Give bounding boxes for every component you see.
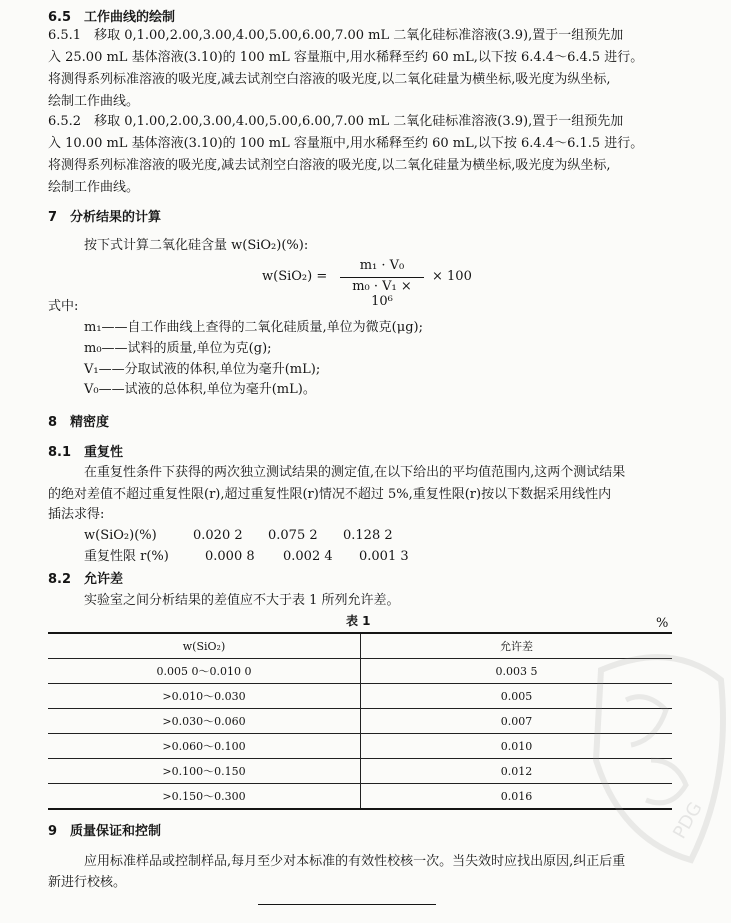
var-m0: m₀——试料的质量,单位为克(g); bbox=[84, 341, 272, 356]
formula-fraction-bar bbox=[340, 277, 424, 278]
repeat-row2-v1: 0.000 8 bbox=[205, 549, 255, 564]
section-8-2-heading: 8.2 允许差 bbox=[48, 572, 124, 587]
para-6-5-2-line2: 入 10.00 mL 基体溶液(3.10)的 100 mL 容量瓶中,用水稀释至约 60 mL,以下按 6.4.4～6.1.5 进行。 bbox=[48, 136, 644, 151]
table-cell-tolerance: 0.010 bbox=[361, 734, 673, 759]
para-6-5-1-line3: 将测得系列标准溶液的吸光度,减去试剂空白溶液的吸光度,以二氧化硅量为横坐标,吸光度为纵坐标, bbox=[48, 72, 611, 87]
var-v1: V₁——分取试液的体积,单位为毫升(mL); bbox=[84, 362, 321, 377]
repeat-row2-label: 重复性限 r(%) bbox=[84, 549, 169, 564]
para-6-5-1-line1: 6.5.1 移取 0,1.00,2.00,3.00,4.00,5.00,6.00,7.00 mL 二氧化硅标准溶液(3.9),置于一组预先加 bbox=[48, 28, 624, 43]
formula-lhs: w(SiO₂) = bbox=[262, 269, 328, 284]
para-8-1-line3: 插法求得: bbox=[48, 507, 105, 522]
table-header-row bbox=[48, 633, 672, 659]
para-6-5-2-line3: 将测得系列标准溶液的吸光度,减去试剂空白溶液的吸光度,以二氧化硅量为横坐标,吸光度为纵坐标, bbox=[48, 158, 611, 173]
table-row bbox=[48, 734, 672, 759]
watermark-seal bbox=[581, 640, 731, 870]
table-row bbox=[48, 709, 672, 734]
table-cell-tolerance: 0.012 bbox=[361, 759, 673, 784]
table-cell-tolerance: 0.003 5 bbox=[361, 659, 673, 684]
para-6-5-2-line4: 绘制工作曲线。 bbox=[48, 180, 140, 195]
table-cell-range: >0.010～0.030 bbox=[48, 684, 361, 709]
repeat-row1-v1: 0.020 2 bbox=[193, 528, 243, 543]
var-v0: V₀——试液的总体积,单位为毫升(mL)。 bbox=[84, 382, 316, 397]
section-7-heading: 7 分析结果的计算 bbox=[48, 210, 162, 225]
repeat-row1-v2: 0.075 2 bbox=[268, 528, 318, 543]
formula-denominator: m₀ · V₁ × 10⁶ bbox=[352, 279, 412, 309]
where-label: 式中: bbox=[48, 299, 79, 314]
watermark-text: PDG bbox=[669, 798, 707, 843]
table-cell-range: 0.005 0～0.010 0 bbox=[48, 659, 361, 684]
table-header-wsio2: w(SiO₂) bbox=[48, 633, 361, 659]
footer-rule bbox=[258, 904, 436, 905]
formula-numerator: m₁ · V₀ bbox=[359, 258, 405, 273]
table-cell-tolerance: 0.007 bbox=[361, 709, 673, 734]
table-cell-range: >0.060～0.100 bbox=[48, 734, 361, 759]
table-cell-tolerance: 0.016 bbox=[361, 784, 673, 810]
table-row bbox=[48, 659, 672, 684]
table-row bbox=[48, 784, 672, 810]
table-row bbox=[48, 759, 672, 784]
para-9-line2: 新进行校核。 bbox=[48, 875, 127, 890]
table-unit: % bbox=[656, 616, 669, 631]
para-9-line1: 应用标准样品或控制样品,每月至少对本标准的有效性校核一次。当失效时应找出原因,纠正后重 bbox=[84, 854, 626, 869]
table-title: 表 1 bbox=[346, 614, 371, 628]
section-8-1-heading: 8.1 重复性 bbox=[48, 445, 124, 460]
para-8-1-line2: 的绝对差值不超过重复性限(r),超过重复性限(r)情况不超过 5%,重复性限(r)按以下数据采用线性内 bbox=[48, 487, 612, 502]
section-6-5-heading: 6.5 工作曲线的绘制 bbox=[48, 10, 176, 25]
para-8-1-line1: 在重复性条件下获得的两次独立测试结果的测定值,在以下给出的平均值范围内,这两个测试结果 bbox=[84, 465, 626, 480]
para-6-5-1-line4: 绘制工作曲线。 bbox=[48, 94, 140, 109]
table-cell-tolerance: 0.005 bbox=[361, 684, 673, 709]
formula-rhs: × 100 bbox=[432, 269, 472, 284]
repeat-row1-label: w(SiO₂)(%) bbox=[84, 528, 157, 543]
section-9-heading: 9 质量保证和控制 bbox=[48, 824, 162, 839]
repeat-row2-v2: 0.002 4 bbox=[283, 549, 333, 564]
table-cell-range: >0.150～0.300 bbox=[48, 784, 361, 810]
table-header-tolerance: 允许差 bbox=[361, 633, 673, 659]
section-8-heading: 8 精密度 bbox=[48, 415, 110, 430]
table-cell-range: >0.100～0.150 bbox=[48, 759, 361, 784]
para-6-5-1-line2: 入 25.00 mL 基体溶液(3.10)的 100 mL 容量瓶中,用水稀释至约 60 mL,以下按 6.4.4～6.4.5 进行。 bbox=[48, 50, 644, 65]
calc-intro: 按下式计算二氧化硅含量 w(SiO₂)(%): bbox=[84, 238, 309, 253]
para-6-5-2-line1: 6.5.2 移取 0,1.00,2.00,3.00,4.00,5.00,6.00,7.00 mL 二氧化硅标准溶液(3.9),置于一组预先加 bbox=[48, 114, 624, 129]
table-row bbox=[48, 684, 672, 709]
table-cell-range: >0.030～0.060 bbox=[48, 709, 361, 734]
repeat-row1-v3: 0.128 2 bbox=[343, 528, 393, 543]
var-m1: m₁——自工作曲线上查得的二氧化硅质量,单位为微克(μg); bbox=[84, 320, 423, 335]
para-8-2-line1: 实验室之间分析结果的差值应不大于表 1 所列允许差。 bbox=[84, 593, 400, 608]
tolerance-table bbox=[48, 632, 672, 810]
repeat-row2-v3: 0.001 3 bbox=[359, 549, 409, 564]
